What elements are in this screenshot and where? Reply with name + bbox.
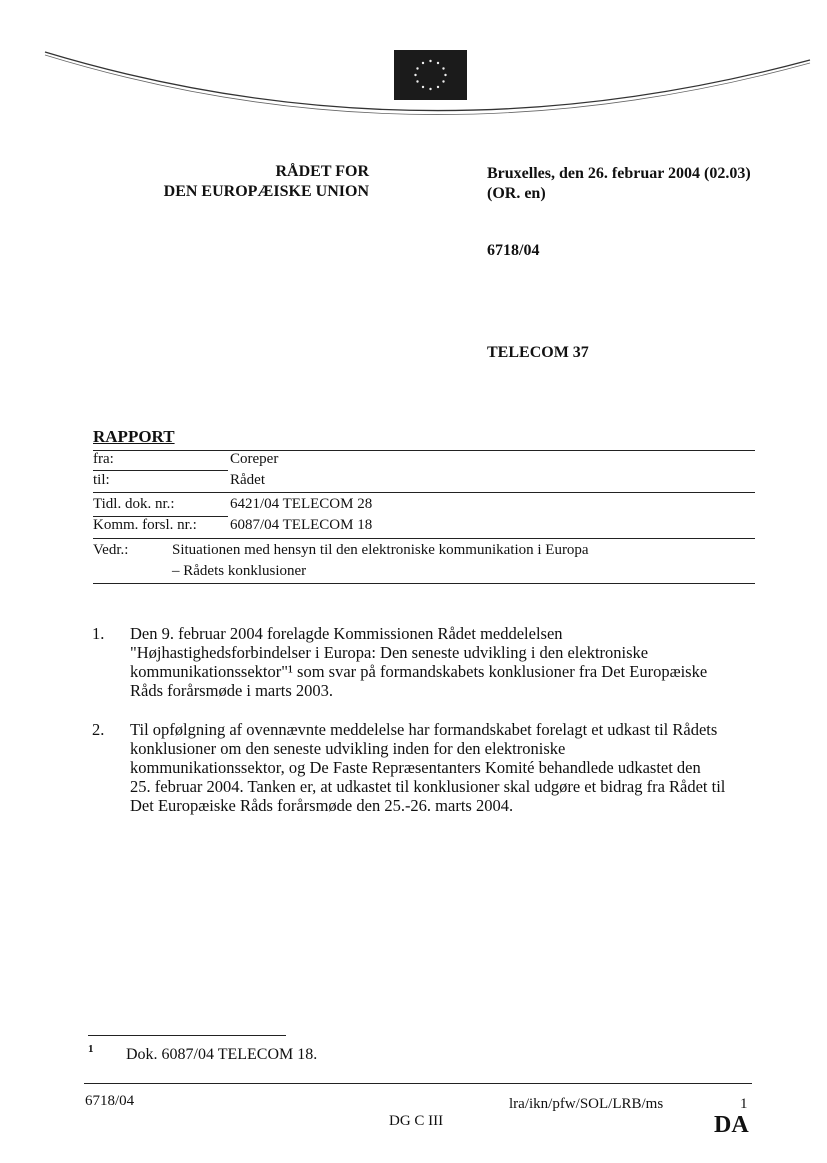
paragraph-text: [130, 720, 755, 815]
paragraph-line: kommunikationssektor, og De Faste Repræsentanters Komité behandlede udkastet den: [130, 758, 701, 777]
eu-flag-logo: [394, 50, 467, 100]
paragraph-line: "Højhastighedsforbindelser i Europa: Den seneste udvikling i den elektroniske: [130, 643, 649, 662]
from-label: fra:: [93, 451, 114, 467]
language-code: DA: [714, 1112, 749, 1138]
eu-stars-icon: [394, 50, 467, 100]
previous-doc-value: 6421/04 TELECOM 28: [230, 496, 373, 512]
date-block: [487, 164, 751, 204]
paragraph-line: kommunikationssektor"¹ som svar på formandskabets konklusioner fra Det Europæiske: [130, 662, 708, 681]
divider: [93, 450, 755, 451]
paragraph-line: konklusioner om den seneste udvikling inden for den elektroniske: [130, 739, 566, 758]
divider: [93, 538, 755, 539]
footer-initials: lra/ikn/pfw/SOL/LRB/ms: [509, 1096, 664, 1112]
paragraph-line: 25. februar 2004. Tanken er, at udkastet til konklusioner skal udgøre et bidrag fra Rådet til: [130, 777, 726, 796]
paragraph-line: Råds forårsmøde i marts 2003.: [130, 681, 334, 700]
document-number: 6718/04: [487, 242, 540, 259]
footer-doc-number: 6718/04: [85, 1093, 135, 1109]
divider: [93, 470, 228, 471]
page-number: 1: [740, 1096, 748, 1112]
paragraph-number: 1.: [92, 624, 105, 643]
council-name-line1: RÅDET FOR: [275, 163, 369, 180]
subject-label: Vedr.:: [93, 542, 129, 558]
classification-code: TELECOM 37: [487, 344, 589, 361]
paragraph-1: [92, 624, 752, 704]
footnote-number: 1: [88, 1043, 94, 1055]
paragraph-number: 2.: [92, 720, 105, 739]
footer-divider: [84, 1083, 752, 1084]
footnote-divider: [88, 1035, 286, 1036]
paragraph-line: Til opfølgning af ovennævnte meddelelse har formandskabet forelagt et udkast til Rådets: [130, 720, 718, 739]
to-value: Rådet: [230, 472, 265, 488]
council-name: [164, 162, 369, 202]
footnote-text: Dok. 6087/04 TELECOM 18.: [126, 1046, 318, 1063]
paragraph-line: Den 9. februar 2004 forelagde Kommissionen Rådet meddelelsen: [130, 624, 563, 643]
divider: [93, 583, 755, 584]
paragraph-2: [92, 720, 752, 820]
paragraph-line: Det Europæiske Råds forårsmøde den 25.-26. marts 2004.: [130, 796, 514, 815]
council-name-line2: DEN EUROPÆISKE UNION: [163, 183, 369, 200]
subject-line2: – Rådets konklusioner: [172, 563, 307, 579]
document-date: Bruxelles, den 26. februar 2004 (02.03): [487, 165, 751, 182]
to-label: til:: [93, 472, 110, 488]
footer-department: DG C III: [389, 1113, 444, 1129]
from-value: Coreper: [230, 451, 279, 467]
commission-proposal-label: Komm. forsl. nr.:: [93, 517, 197, 533]
subject-line1: Situationen med hensyn til den elektroniske kommunikation i Europa: [172, 542, 589, 558]
previous-doc-label: Tidl. dok. nr.:: [93, 496, 175, 512]
original-language: (OR. en): [487, 185, 546, 202]
paragraph-text: [130, 624, 755, 700]
commission-proposal-value: 6087/04 TELECOM 18: [230, 517, 373, 533]
divider: [93, 492, 755, 493]
report-title: RAPPORT: [93, 427, 175, 446]
